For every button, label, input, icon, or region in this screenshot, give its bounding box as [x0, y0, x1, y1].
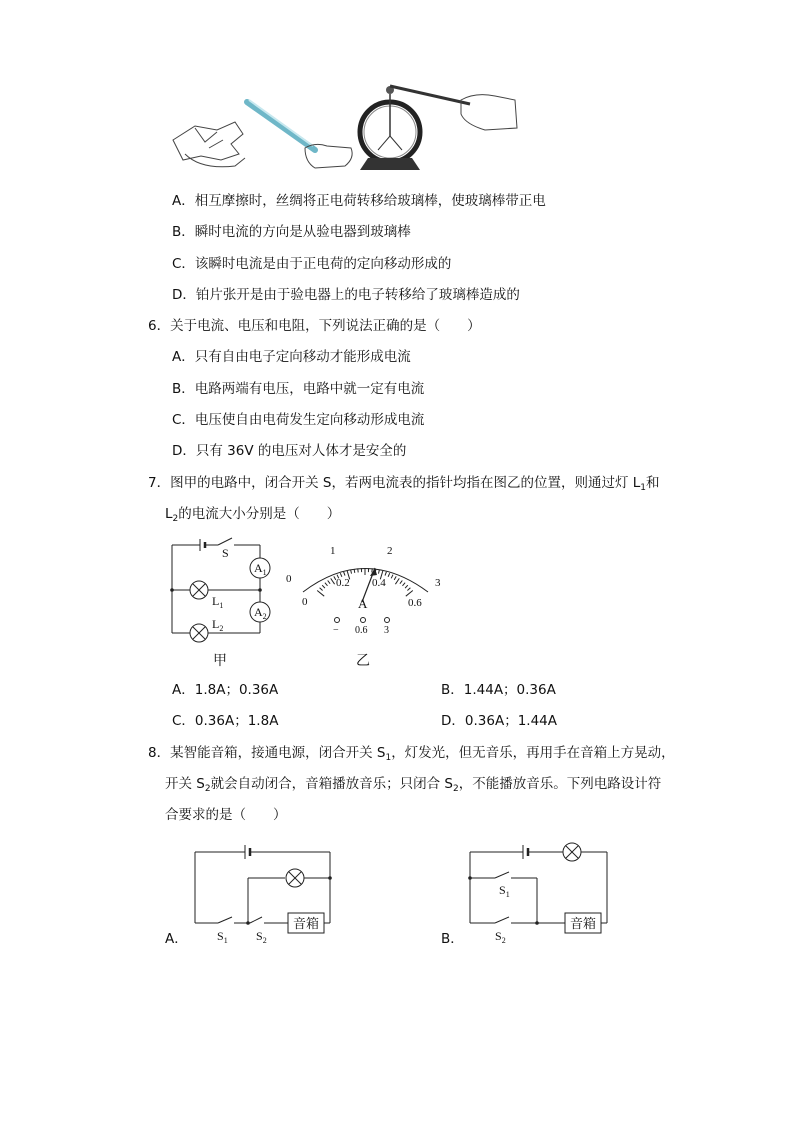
q7-stem-line1: 7．图甲的电路中，闭合开关 S，若两电流表的指针均指在图乙的位置，则通过灯 $L_1$和 — [148, 475, 660, 493]
q8-option-a-circuit — [190, 840, 340, 945]
speaker-label-b: 音箱 — [569, 916, 597, 931]
dial-tick — [322, 585, 325, 588]
dial-tick — [403, 583, 406, 586]
speaker-label-a: 音箱 — [292, 916, 320, 931]
s2-label-a: $S_2$ — [256, 929, 267, 945]
q5-option-c: C．该瞬时电流是由于正电荷的定向移动形成的 — [172, 256, 452, 272]
inner-label-2: 0.4 — [372, 577, 386, 589]
outer-label-2: 2 — [387, 545, 393, 557]
dial-tick — [394, 576, 396, 580]
dial-tick — [379, 570, 380, 574]
q8-stem-line1: 8．某智能音箱，接通电源，闭合开关 $S_1$，灯发光，但无音乐，再用手在音箱上方晃动， — [148, 745, 675, 763]
dial-tick — [317, 591, 324, 597]
q6-option-b: B．电路两端有电压，电路中就一定有电流 — [172, 381, 425, 397]
q6-option-c: C．电压使自由电荷发生定向移动形成电流 — [172, 412, 425, 428]
q5-option-b: B．瞬时电流的方向是从验电器到玻璃棒 — [172, 224, 411, 240]
dial-tick — [388, 573, 390, 577]
electroscope-illustration — [165, 70, 525, 175]
dial-ticks — [317, 568, 413, 596]
terminal-3: 3 — [384, 625, 389, 636]
q6-option-a: A．只有自由电子定向移动才能形成电流 — [172, 349, 411, 365]
q5-option-a: A．相互摩擦时，丝绸将正电荷转移给玻璃棒，使玻璃棒带正电 — [172, 193, 546, 209]
q8-stem-line2: 开关 $S_2$就会自动闭合，音箱播放音乐；只闭合 $S_2$，不能播放音乐。下列电路设计符 — [165, 776, 662, 794]
dial-tick — [331, 578, 335, 584]
q8-option-b-label: B． — [441, 931, 464, 947]
dial-tick — [405, 585, 408, 588]
s1-label-a: $S_1$ — [217, 929, 228, 945]
inner-label-1: 0.2 — [336, 577, 350, 589]
dial-tick — [344, 572, 345, 576]
lamp1-label: $L_1$ — [212, 594, 224, 610]
glass-rod-drawing — [247, 100, 315, 150]
inner-label-3: 0.6 — [408, 597, 422, 609]
s2-label-b: $S_2$ — [495, 929, 506, 945]
silk-cloth-drawing — [173, 122, 245, 167]
q7-option-d: D．0.36A；1.44A — [441, 713, 557, 729]
dial-caption: 乙 — [356, 654, 370, 669]
dial-unit: A — [358, 596, 368, 611]
dial-tick — [400, 581, 402, 584]
q8-option-a-label: A． — [165, 931, 188, 947]
q7-option-b: B．1.44A；0.36A — [441, 682, 556, 698]
dial-tick — [406, 591, 413, 597]
dial-tick — [385, 572, 386, 576]
outer-label-0: 0 — [286, 573, 292, 585]
dial-tick — [407, 588, 410, 591]
q7-circuit-diagram — [160, 535, 285, 670]
ammeter1-label: $A_1$ — [254, 561, 267, 577]
dial-tick — [320, 588, 323, 591]
hand-drawing-right — [461, 95, 517, 130]
circuit-caption: 甲 — [213, 654, 227, 669]
q7-ammeter-dial — [280, 540, 450, 670]
dial-tick — [391, 575, 393, 579]
outer-label-3: 3 — [435, 577, 441, 589]
terminal-0-6: 0.6 — [355, 625, 368, 636]
q6-stem: 6．关于电流、电压和电阻，下列说法正确的是（ ） — [148, 318, 481, 334]
terminal-minus: − — [333, 625, 339, 636]
q8-option-b-circuit — [465, 840, 615, 945]
outer-label-1: 1 — [330, 545, 336, 557]
q5-option-d: D．铂片张开是由于验电器上的电子转移给了玻璃棒造成的 — [172, 287, 520, 303]
contact-rod-drawing — [390, 86, 470, 104]
q6-option-d: D．只有 36V 的电压对人体才是安全的 — [172, 443, 407, 459]
lamp2-label: $L_2$ — [212, 617, 224, 633]
q8-stem-line3: 合要求的是（ ） — [165, 807, 287, 823]
inner-label-0: 0 — [302, 596, 308, 608]
q7-stem-line2: $L_2$的电流大小分别是（ ） — [165, 506, 341, 524]
dial-tick — [325, 583, 328, 586]
electroscope-drawing — [360, 86, 420, 170]
dial-tick — [395, 578, 399, 584]
s1-label-b: $S_1$ — [499, 883, 510, 899]
switch-label: S — [222, 546, 229, 560]
q7-option-a: A．1.8A；0.36A — [172, 682, 279, 698]
dial-tick — [328, 581, 330, 584]
q7-option-c: C．0.36A；1.8A — [172, 713, 279, 729]
ammeter2-label: $A_2$ — [254, 605, 267, 621]
